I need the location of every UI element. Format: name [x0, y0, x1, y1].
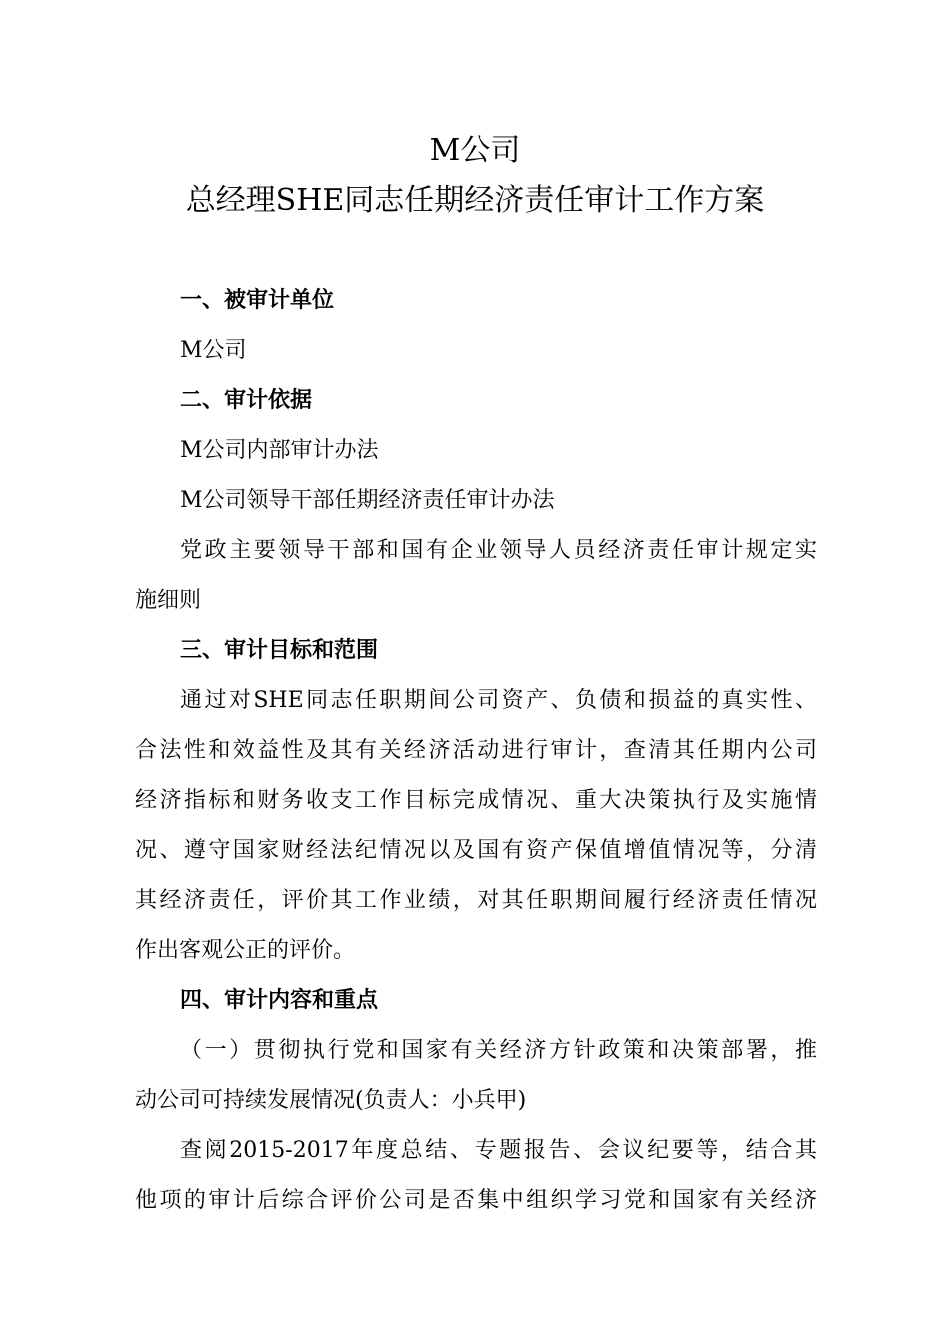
- objectives-paragraph-line-4: 况、遵守国家财经法纪情况以及国有资产保值增值情况等，分清: [135, 838, 817, 863]
- objectives-paragraph-line-5: 其经济责任，评价其工作业绩，对其任职期间履行经济责任情况: [135, 888, 817, 913]
- objectives-paragraph-line-6: 作出客观公正的评价。: [135, 938, 356, 963]
- section-heading-audited-unit: 一、被审计单位: [180, 288, 335, 313]
- section-heading-objectives-scope: 三、审计目标和范围: [180, 638, 379, 663]
- audit-basis-item-3-line-2: 施细则: [135, 588, 202, 613]
- subsection-1-title-line-1: （一）贯彻执行党和国家有关经济方针政策和决策部署，推: [180, 1038, 817, 1063]
- audit-basis-item-2: M公司领导干部任期经济责任审计办法: [180, 488, 555, 513]
- document-title-company: M公司: [429, 133, 521, 168]
- subsection-1-title-line-2: 动公司可持续发展情况(负责人：小兵甲): [135, 1088, 527, 1113]
- subsection-1-paragraph-line-1: 查阅2015-2017年度总结、专题报告、会议纪要等，结合其: [180, 1138, 817, 1163]
- subsection-1-paragraph-line-2: 他项的审计后综合评价公司是否集中组织学习党和国家有关经济: [135, 1188, 817, 1213]
- section-heading-audit-basis: 二、审计依据: [180, 388, 313, 413]
- section-heading-content-focus: 四、审计内容和重点: [180, 988, 379, 1013]
- audit-basis-item-3-line-1: 党政主要领导干部和国有企业领导人员经济责任审计规定实: [180, 538, 817, 563]
- document-title-plan: 总经理SHE同志任期经济责任审计工作方案: [185, 183, 765, 218]
- objectives-paragraph-line-1: 通过对SHE同志任职期间公司资产、负债和损益的真实性、: [180, 688, 817, 713]
- audited-unit-text: M公司: [180, 338, 247, 363]
- audit-basis-item-1: M公司内部审计办法: [180, 438, 379, 463]
- objectives-paragraph-line-2: 合法性和效益性及其有关经济活动进行审计，查清其任期内公司: [135, 738, 817, 763]
- objectives-paragraph-line-3: 经济指标和财务收支工作目标完成情况、重大决策执行及实施情: [135, 788, 817, 813]
